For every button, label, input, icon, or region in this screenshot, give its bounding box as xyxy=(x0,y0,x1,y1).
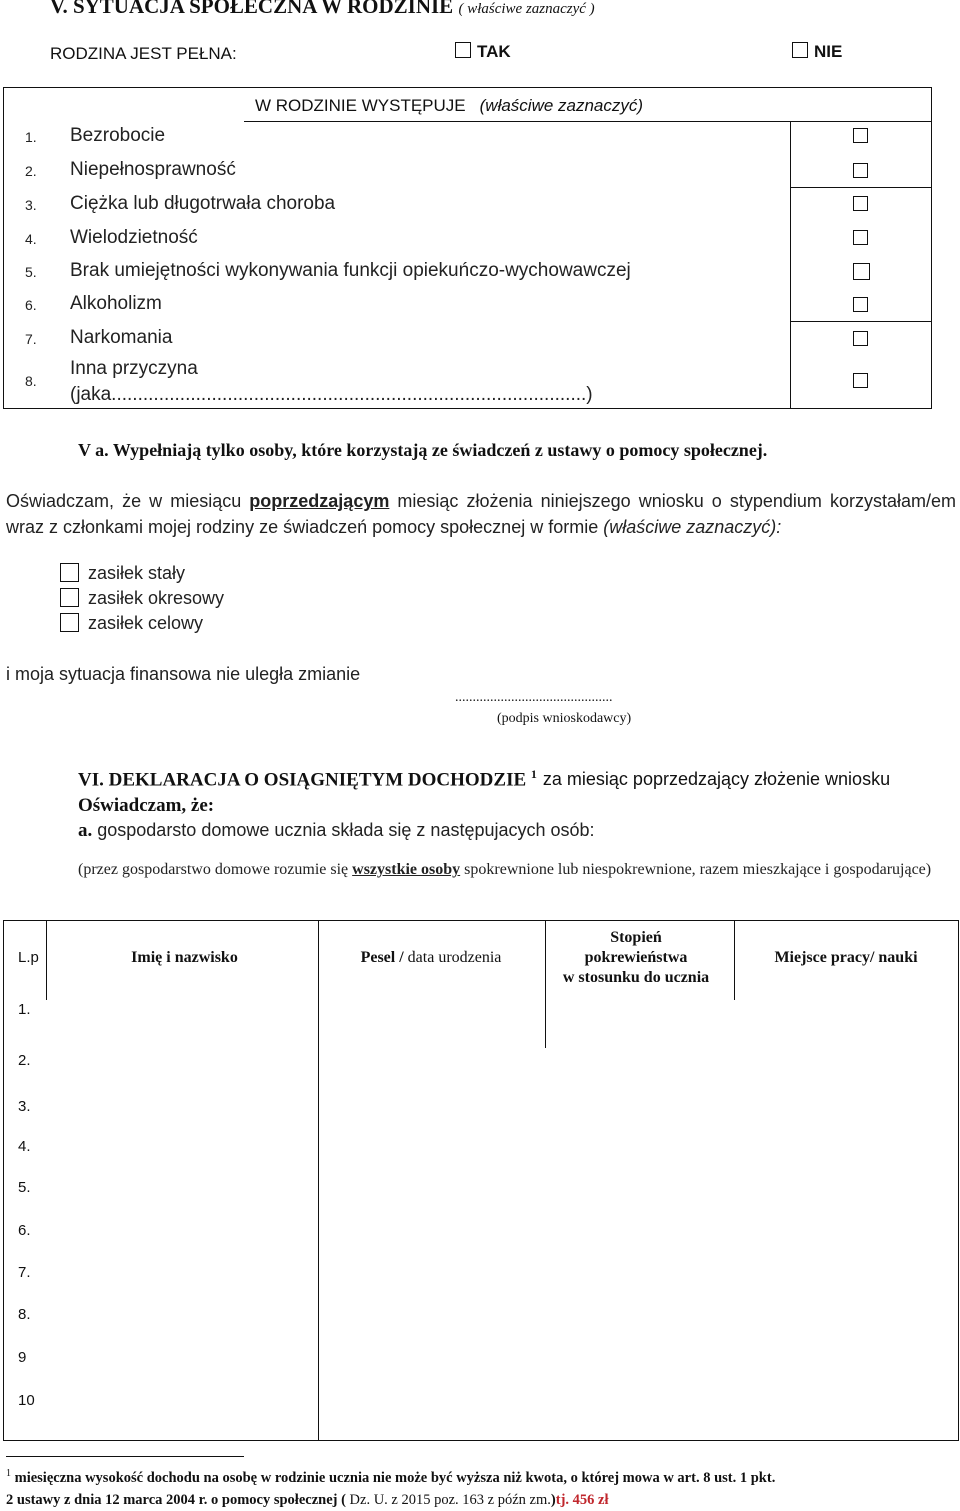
column-divider xyxy=(46,921,47,1000)
item-label: Narkomania xyxy=(70,327,173,348)
statement-emphasis: poprzedzającym xyxy=(249,491,390,511)
yes-checkbox[interactable] xyxy=(455,42,471,58)
benefit-label: zasiłek okresowy xyxy=(88,588,225,608)
statement-text: miesiąc złożenia niniejszego wniosku o stypendium korzystałam/em wraz z członkami mojej rodziny ze świadczeń pomocy społecznej w formie xyxy=(6,491,956,537)
item-label: Bezrobocie xyxy=(70,125,166,146)
header-relation-line: Stopień xyxy=(610,929,662,946)
benefit-checkbox[interactable] xyxy=(60,613,79,632)
point-a-text: gospodarsto domowe ucznia składa się z następujacych osób: xyxy=(92,820,595,840)
table-header-rule xyxy=(244,121,931,122)
section-5-title-text: V. SYTUACJA SPOŁECZNA W RODZINIE xyxy=(50,0,454,18)
column-divider xyxy=(318,921,319,1440)
header-pesel xyxy=(336,948,526,968)
checkbox[interactable] xyxy=(853,373,868,388)
row-number: 8. xyxy=(18,1306,31,1323)
footnote-ref: 1 xyxy=(530,767,537,781)
item-number: 1. xyxy=(25,129,37,145)
benefit-checkbox[interactable] xyxy=(60,563,79,582)
signature-label: (podpis wnioskodawcy) xyxy=(497,711,632,726)
row-number: 6. xyxy=(18,1222,31,1239)
item-number: 5. xyxy=(25,264,37,280)
point-a-letter: a. xyxy=(78,820,93,841)
row-number: 1. xyxy=(18,1001,31,1018)
issues-header-text: W RODZINIE WYSTĘPUJE xyxy=(255,96,466,115)
row-number: 7. xyxy=(18,1264,31,1281)
checkbox[interactable] xyxy=(853,297,868,312)
point-a xyxy=(78,820,595,842)
item-number: 4. xyxy=(25,231,37,247)
household-note xyxy=(78,858,958,882)
note-text: (przez gospodarstwo domowe rozumie się xyxy=(78,861,353,878)
issues-header xyxy=(255,96,643,116)
statement-text: Oświadczam, że w miesiącu xyxy=(6,491,250,511)
section-5-hint: ( właściwe zaznaczyć ) xyxy=(458,1,595,17)
row-number: 9 xyxy=(18,1349,27,1366)
item-label: Alkoholizm xyxy=(70,293,162,314)
checkbox[interactable] xyxy=(853,331,868,346)
header-relation xyxy=(545,928,727,988)
header-relation-line: pokrewieństwa xyxy=(584,949,688,966)
item-number: 2. xyxy=(25,163,37,179)
signature-line[interactable]: ............................................. xyxy=(455,690,613,705)
item-number: 6. xyxy=(25,297,37,313)
column-divider xyxy=(734,921,735,1000)
item-number: 3. xyxy=(25,197,37,213)
section-5a-title: V a. Wypełniają tylko osoby, które korzystają ze świadczeń z ustawy o pomocy społecznej. xyxy=(78,440,768,460)
financial-status-text: i moja sytuacja finansowa nie uległa zmianie xyxy=(6,664,361,684)
full-family-label: RODZINA JEST PEŁNA: xyxy=(50,44,237,63)
footnote-paren: ) xyxy=(550,1491,556,1508)
footnote-line-1: miesięczna wysokość dochodu na osobę w rodzinie ucznia nie może być wyższa niż kwota, o której mowa w art. 8 ust. 1 pkt. xyxy=(11,1469,776,1486)
footnote-rule xyxy=(6,1456,244,1457)
item-number: 7. xyxy=(25,331,37,347)
item-label-other: (jaka..........................................................................................) xyxy=(70,384,593,405)
section-5a-statement xyxy=(6,488,956,540)
checkbox-column-divider xyxy=(790,121,791,408)
section-6-title xyxy=(78,767,890,791)
issues-header-hint: (właściwe zaznaczyć) xyxy=(479,96,644,115)
benefit-option[interactable] xyxy=(60,563,185,584)
checkbox[interactable] xyxy=(853,263,870,280)
item-number: 8. xyxy=(25,373,37,389)
row-number: 5. xyxy=(18,1179,31,1196)
item-label: Brak umiejętności wykonywania funkcji opiekuńczo-wychowawczej xyxy=(70,260,631,281)
benefit-option[interactable] xyxy=(60,613,203,634)
statement-hint: (właściwe zaznaczyć): xyxy=(603,517,782,537)
row-number: 4. xyxy=(18,1138,31,1155)
no-checkbox[interactable] xyxy=(792,42,808,58)
row-number: 10 xyxy=(18,1392,35,1409)
header-work: Miejsce pracy/ nauki xyxy=(774,949,918,966)
row-divider xyxy=(790,187,931,188)
benefit-label: zasiłek celowy xyxy=(88,613,204,633)
item-label: Ciężka lub długotrwała choroba xyxy=(70,193,336,214)
option-no[interactable] xyxy=(792,42,842,62)
note-text: spokrewnione lub niespokrewnione, razem mieszkające i gospodarujące) xyxy=(460,861,932,878)
benefit-checkbox[interactable] xyxy=(60,588,79,607)
section-6-title-text: VI. DEKLARACJA O OSIĄGNIĘTYM DOCHODZIE xyxy=(78,769,527,791)
footnote xyxy=(6,1463,958,1511)
checkbox[interactable] xyxy=(853,230,868,245)
header-name: Imię i nazwisko xyxy=(131,949,238,966)
footnote-line-2: 2 ustawy z dnia 12 marca 2004 r. o pomocy społecznej ( xyxy=(6,1491,350,1508)
header-lp: L.p xyxy=(18,949,39,966)
header-pesel-bold: Pesel / xyxy=(360,949,404,966)
header-relation-line: w stosunku do ucznia xyxy=(562,969,710,986)
checkbox[interactable] xyxy=(853,196,868,211)
declaration-label: Oświadczam, że: xyxy=(78,795,215,816)
household-table xyxy=(3,920,959,1441)
header-pesel-rest: data urodzenia xyxy=(403,949,502,966)
footnote-marker: 1 xyxy=(6,1468,11,1479)
row-divider xyxy=(790,321,931,322)
checkbox[interactable] xyxy=(853,163,868,178)
row-number: 2. xyxy=(18,1052,31,1069)
row-number: 3. xyxy=(18,1098,31,1115)
item-label: Niepełnosprawność xyxy=(70,159,236,180)
yes-label: TAK xyxy=(477,42,511,61)
section-5-title xyxy=(50,0,595,19)
section-6-title-rest: za miesiąc poprzedzający złożenie wniosku xyxy=(542,769,891,790)
benefit-label: zasiłek stały xyxy=(88,563,186,583)
note-emphasis: wszystkie osoby xyxy=(352,861,461,878)
item-label: Inna przyczyna xyxy=(70,358,198,379)
item-label: Wielodzietność xyxy=(70,227,198,248)
no-label: NIE xyxy=(814,42,843,61)
benefit-option[interactable] xyxy=(60,588,224,609)
option-yes[interactable] xyxy=(455,42,511,62)
checkbox[interactable] xyxy=(853,128,868,143)
footnote-citation: Dz. U. z 2015 poz. 163 z późn zm. xyxy=(349,1491,551,1508)
footnote-amount: tj. 456 zł xyxy=(555,1491,609,1508)
